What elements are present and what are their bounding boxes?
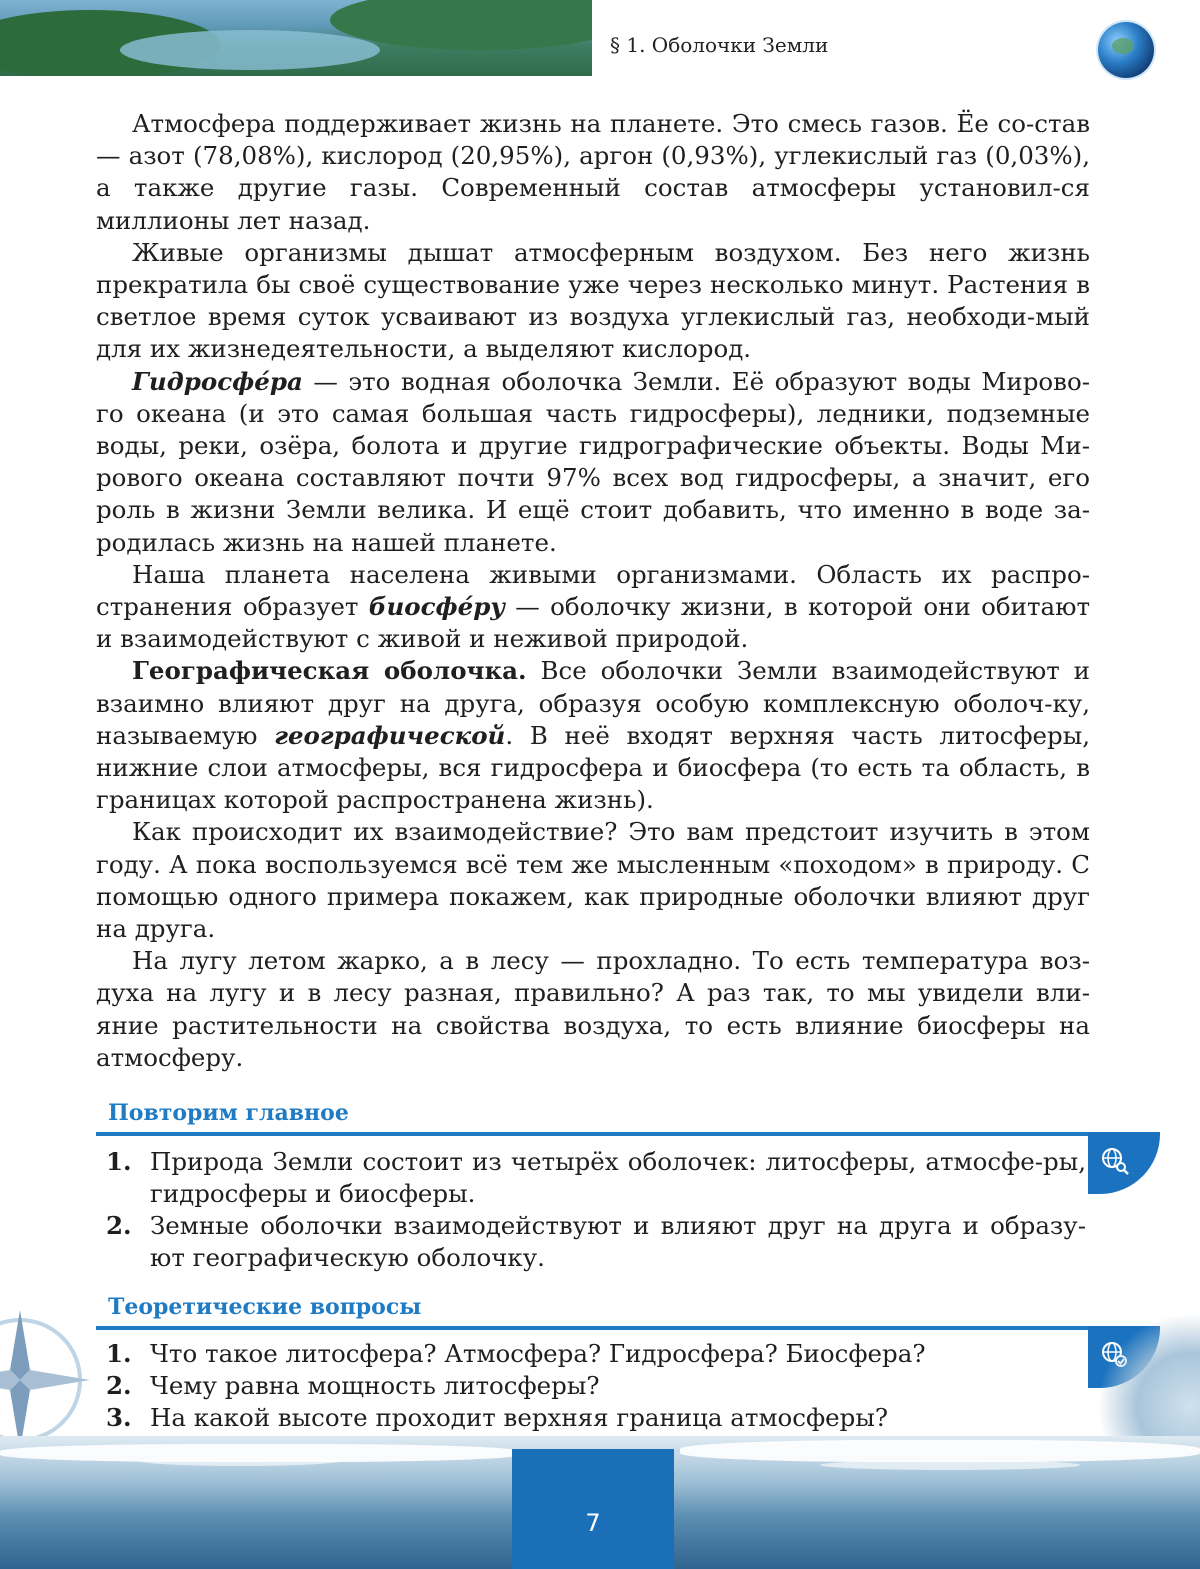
list-text: Что такое литосфера? Атмосфера? Гидросфера? Биосфера? <box>150 1339 926 1368</box>
paragraph <box>96 816 1090 945</box>
paragraph-text: На лугу летом жарко, а в лесу — прохладно. То есть температура воз-духа на лугу и в лесу разная, правильно? А раз так, то мы увидели вли-яние растительности на свойства воздуха, то есть влияние биосферы на атмосферу. <box>96 946 1090 1072</box>
paragraph-text: Все оболочки Земли взаимодействуют и взаимно влияют друг на друга, образуя особую комплексную оболоч-ку, называемую <box>96 656 1091 750</box>
list-item <box>106 1146 1086 1210</box>
paragraph-term: биосфе́ру <box>368 592 505 622</box>
globe-search-icon <box>1100 1146 1130 1176</box>
earth-globe-icon <box>1098 22 1154 78</box>
list-text: Земные оболочки взаимодействуют и влияют друг на друга и образу-ют географическую оболочку. <box>150 1211 1086 1272</box>
list-item <box>106 1210 1086 1274</box>
paragraph <box>96 237 1090 366</box>
paragraph <box>96 945 1090 1074</box>
summary-title: Повторим главное <box>108 1100 349 1126</box>
list-number: 1. <box>106 1147 132 1176</box>
paragraph <box>96 655 1090 816</box>
list-number: 2. <box>106 1211 132 1240</box>
section-title: § 1. Оболочки Земли <box>610 33 829 57</box>
page-number: 7 <box>585 1509 601 1537</box>
paragraph-term: географической <box>274 720 506 750</box>
summary-list <box>106 1146 1086 1274</box>
paragraph-text: . В неё входят верхняя часть литосферы, нижние слои атмосферы, вся гидросфера и биосфера (то есть та область, в границах которой распространена жизнь). <box>96 720 1090 815</box>
paragraph <box>96 559 1090 656</box>
questions-title: Теоретические вопросы <box>108 1294 422 1320</box>
list-number: 1. <box>106 1339 132 1368</box>
list-text: Природа Земли состоит из четырёх оболочек: литосферы, атмосфе-ры, гидросферы и биосферы. <box>150 1147 1086 1208</box>
summary-divider <box>96 1132 1160 1136</box>
list-item <box>106 1402 1086 1434</box>
paragraph <box>96 108 1090 237</box>
list-item <box>106 1370 1086 1402</box>
paragraph-term: Географическая оболочка. <box>132 656 527 686</box>
questions-list <box>106 1338 1086 1434</box>
header-landscape-photo <box>0 0 592 76</box>
page-number-box <box>512 1449 674 1569</box>
paragraph-term: Гидросфе́ра <box>132 366 303 396</box>
summary-tab <box>1088 1132 1160 1194</box>
paragraph <box>96 366 1090 559</box>
compass-rose-decoration <box>0 1300 90 1450</box>
list-number: 2. <box>106 1371 132 1400</box>
main-text <box>96 108 1090 1074</box>
paragraph-text: — это водная оболочка Земли. Её образуют воды Мирово-го океана (и это самая большая часть гидросферы), ледники, подземные воды, реки, озёра, болота и другие гидрографические объекты. Воды Ми-рового океана составляют почти 97% всех вод гидросферы, а значит, его роль в жизни Земли велика. И ещё стоит добавить, что именно в воде за-родилась жизнь на нашей планете. <box>96 366 1090 557</box>
list-text: Чему равна мощность литосферы? <box>150 1371 600 1400</box>
paragraph-text: Атмосфера поддерживает жизнь на планете. Это смесь газов. Ёе со-став — азот (78,08%), кислород (20,95%), аргон (0,93%), углекислый газ (0,03%), а также другие газы. Современный состав атмосферы установил-ся миллионы лет назад. <box>96 109 1090 235</box>
questions-divider <box>96 1326 1160 1330</box>
paragraph-text: Наша планета населена живыми организмами. Область их распро-странения образует <box>96 559 1090 622</box>
paragraph-text: — оболочку жизни, в которой они обитают и взаимодействуют с живой и неживой природой. <box>96 592 1090 654</box>
list-item <box>106 1338 1086 1370</box>
paragraph-text: Как происходит их взаимодействие? Это вам предстоит изучить в этом году. А пока воспользуемся всё тем же мысленным «походом» в природу. С помощью одного примера покажем, как природные оболочки влияют друг на друга. <box>96 817 1090 944</box>
paragraph-text: Живые организмы дышат атмосферным воздухом. Без него жизнь прекратила бы своё существование уже через несколько минут. Растения в светлое время суток усваивают из воздуха углекислый газ, необходи-мый для их жизнедеятельности, а выделяют кислород. <box>96 237 1090 364</box>
list-number: 3. <box>106 1403 132 1432</box>
list-text: На какой высоте проходит верхняя граница атмосферы? <box>150 1403 888 1432</box>
